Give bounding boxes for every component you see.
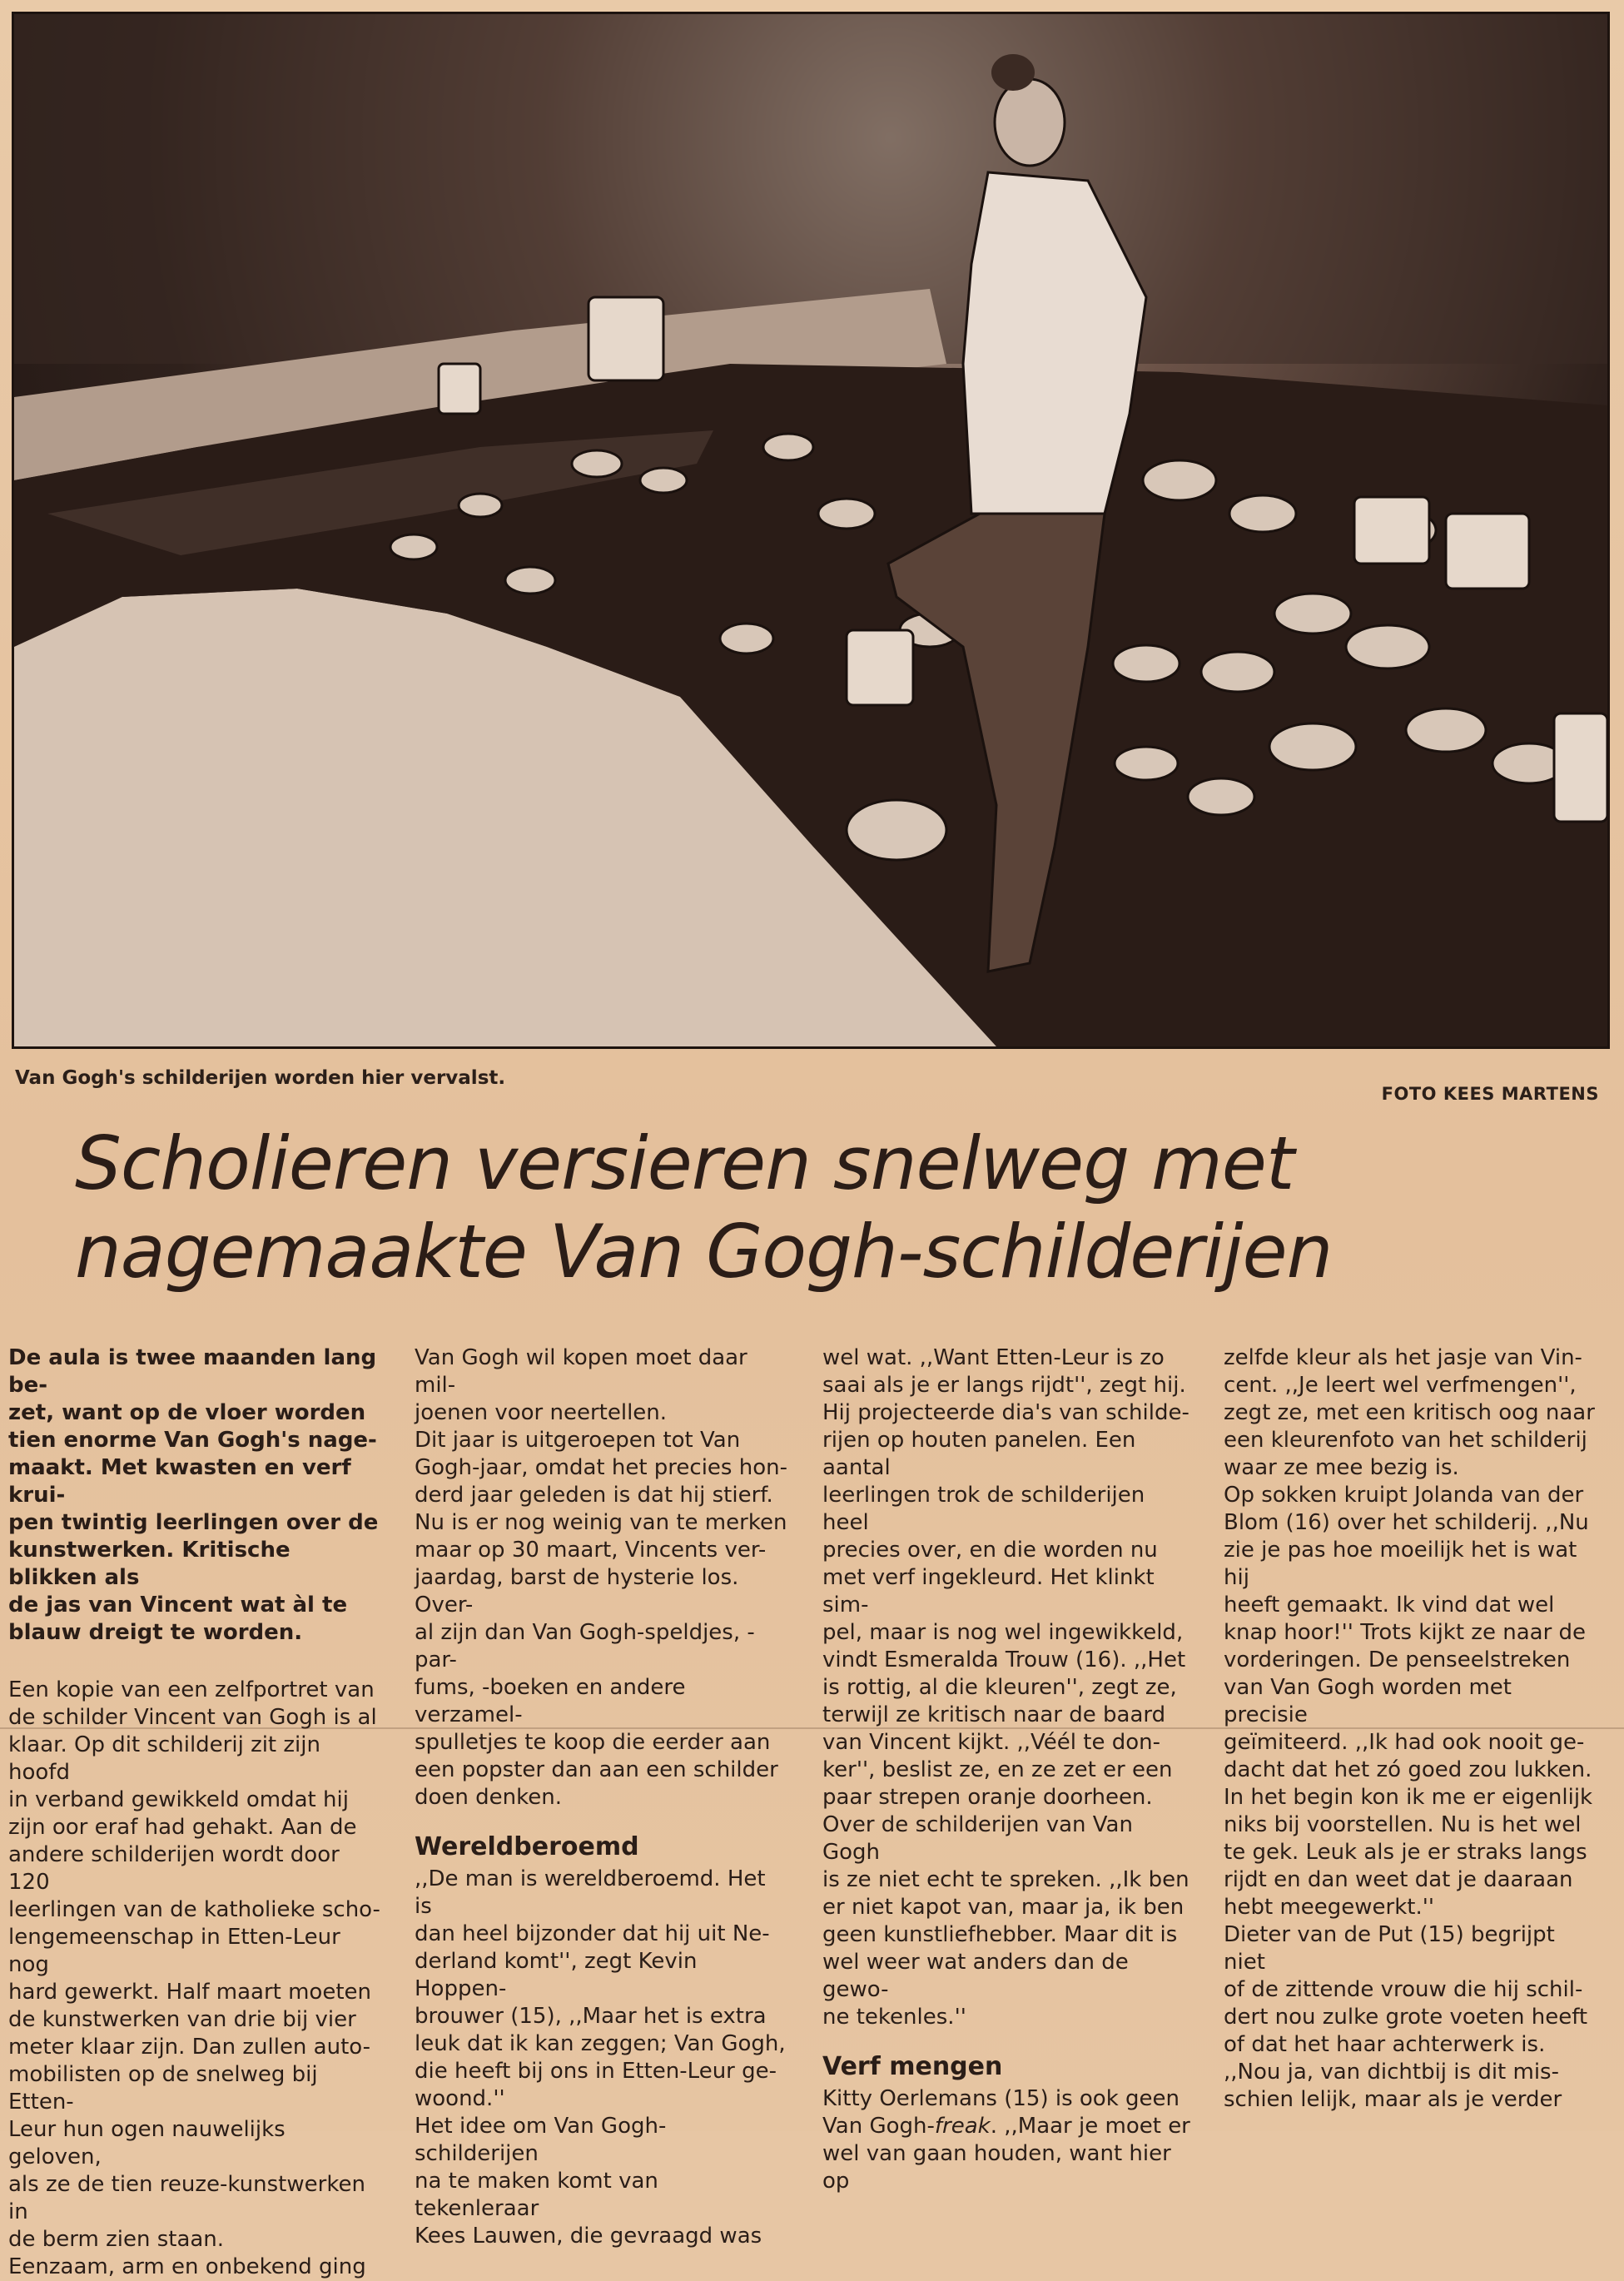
subhead-verf-mengen: Verf mengen <box>822 2052 1003 2081</box>
column-4-text: zelfde kleur als het jasje van Vin- cent. ,,Je leert wel verfmengen'', zegt ze, met een kritisch oog naar een kleurenfoto van het schilderij waar ze mee bezig is. Op sokken kruipt Jolanda van der Blom (16) over het schilderij. ,,Nu zie je pas hoe moeilijk het is wat hij heeft gemaakt. Ik vind dat wel knap hoor!'' Trots kijkt ze naar de vorderingen. De penseelstreken van Van Gogh worden met precisie geïmiteerd. ,,Ik had ook nooit ge- dacht dat het zó goed zou lukken. In het begin kon ik me er eigenlijk niks bij voorstellen. Nu is het wel te gek. Leuk als je er straks langs rijdt en dan weet dat je daaraan hebt meegewerkt.'' Dieter van de Put (15) begrijpt niet of de zittende vrouw die hij schil- dert nou zulke grote voeten heeft of dat het haar achterwerk is. ,,Nou ja, van dichtbij is dit mis- schien lelijk, maar als je verder <box>1224 1345 1595 2112</box>
headline-line-1: Scholieren versieren snelweg met <box>75 1121 1294 1206</box>
column-3-text-b1: Kitty Oerlemans (15) is ook geen Van Gogh- <box>822 2086 1180 2139</box>
subhead-wereldberoemd: Wereldberoemd <box>415 1832 639 1861</box>
italic-freak: freak <box>934 2114 991 2139</box>
column-3-text-b2: . ,,Maar je moet er wel van gaan houden, want hier op <box>822 2114 1190 2194</box>
column-2-text-a: Van Gogh wil kopen moet daar mil- joenen voor neertellen. Dit jaar is uitgeroepen tot Van Gogh-jaar, omdat het precies hon- derd jaar geleden is dat hij stierf. Nu is er nog weinig van te merken maar op 30 maart, Vincents ver- jaardag, barst de hysterie los. Over- al zijn dan Van Gogh-speldjes, -par- fums, -boeken en andere verzamel- spulletjes te koop die eerder aan een popster dan aan een schilder doen denken. <box>415 1345 787 1810</box>
photo-caption: Van Gogh's schilderijen worden hier vervalst. <box>15 1067 506 1089</box>
article-lead: De aula is twee maanden lang be- zet, want op de vloer worden tien enorme Van Gogh's nage- maakt. Met kwasten en verf krui- pen twintig leerlingen over de kunstwerken. Kritische blikken als de jas van Vincent wat àl te blauw dreigt te worden. <box>8 1345 379 1645</box>
headline-line-2: nagemaakte Van Gogh-schilderijen <box>75 1209 1333 1295</box>
article-column-3 <box>822 1344 1197 2195</box>
column-3-text-b <box>822 2085 1197 2195</box>
photo-scene <box>14 14 1607 1046</box>
paper-fold-line <box>0 1727 1624 1729</box>
headline <box>75 1120 1590 1296</box>
article-photo <box>12 12 1610 1049</box>
column-3-text-a: wel wat. ,,Want Etten-Leur is zo saai als je er langs rijdt'', zegt hij. Hij projecteerde dia's van schilde- rijen op houten panelen. Een aantal leerlingen trok de schilderijen heel precies over, en die worden nu met verf ingekleurd. Het klinkt sim- pel, maar is nog wel ingewikkeld, vindt Esmeralda Trouw (16). ,,Het is rottig, al die kleuren'', zegt ze, terwijl ze kritisch naar de baard van Vincent kijkt. ,,Véél te don- ker'', beslist ze, en ze zet er een paar strepen oranje doorheen. Over de schilderijen van Van Gogh is ze niet echt te spreken. ,,Ik ben er niet kapot van, maar ja, ik ben geen kunstliefhebber. Maar dit is wel weer wat anders dan de gewo- ne tekenles.'' <box>822 1345 1189 2030</box>
photo-credit: FOTO KEES MARTENS <box>1381 1084 1599 1104</box>
article-column-4 <box>1224 1344 1598 2114</box>
article-column-2 <box>415 1344 789 2250</box>
column-2-text-b: ,,De man is wereldberoemd. Het is dan heel bijzonder dat hij uit Ne- derland komt'', zegt Kevin Hoppen- brouwer (15), ,,Maar het is extra leuk dat ik kan zeggen; Van Gogh, die heeft bij ons in Etten-Leur ge- woond.'' Het idee om Van Gogh-schilderijen na te maken komt van tekenleraar Kees Lauwen, die gevraagd was <box>415 1866 786 2249</box>
column-1-text: Een kopie van een zelfportret van de schilder Vincent van Gogh is al klaar. Op dit schilderij zit zijn hoofd in verband gewikkeld omdat hij zijn oor eraf had gehakt. Aan de andere schilderijen wordt door 120 leerlingen van de katholieke scho- lengemeenschap in Etten-Leur nog hard gewerkt. Half maart moeten de kunstwerken van drie bij vier meter klaar zijn. Dan zullen auto- mobilisten op de snelweg bij Etten- Leur hun ogen nauwelijks geloven, als ze de tien reuze-kunstwerken in de berm zien staan. Eenzaam, arm en onbekend ging <box>8 1677 380 2279</box>
article-column-1 <box>8 1344 383 2281</box>
